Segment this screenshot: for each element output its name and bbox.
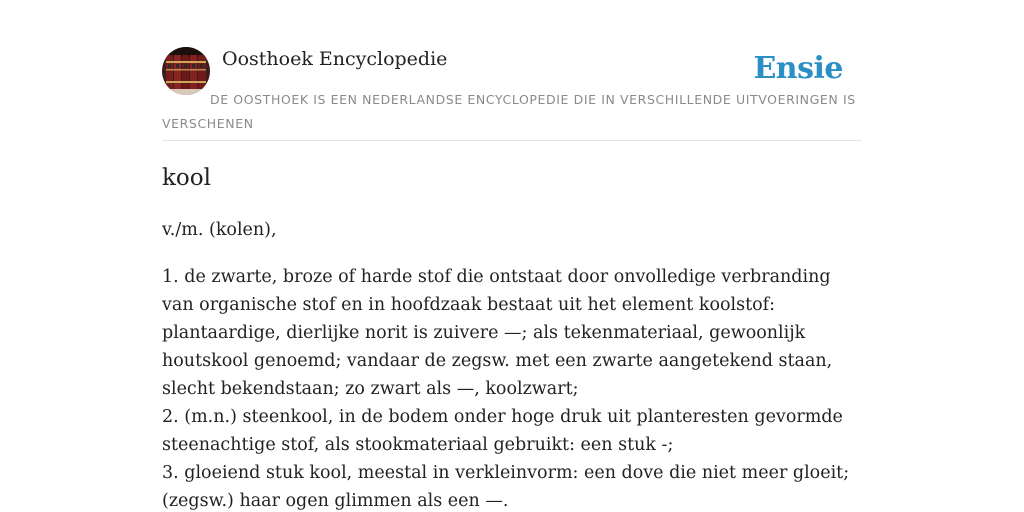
ensie-logo-link[interactable]: Ensie [753, 51, 843, 86]
source-tagline: DE OOSTHOEK IS EEN NEDERLANDSE ENCYCLOPEDIE DIE IN VERSCHILLENDE UITVOERINGEN IS VERSCHENEN [162, 92, 856, 131]
source-header [162, 46, 862, 141]
entry-term: kool [162, 165, 211, 191]
definition-2: 2. (m.n.) steenkool, in de bodem onder hoge druk uit planteresten gevormde steenachtige stof, als stookmateriaal gebruikt: een stuk -; [162, 407, 843, 455]
content-container [162, 46, 862, 511]
entry-grammar: v./m. (kolen), [162, 220, 277, 240]
entry-definitions [162, 263, 862, 512]
definition-1: 1. de zwarte, broze of harde stof die ontstaat door onvolledige verbranding van organische stof en in hoofdzaak bestaat uit het element koolstof: plantaardige, dierlijke norit is zuivere —; als tekenmateriaal, gewoonlijk houtskool genoemd; vandaar de zegsw. met een zwarte aangetekend staan, slecht bekendstaan; zo zwart als —, koolzwart; [162, 267, 833, 399]
definition-3: 3. gloeiend stuk kool, meestal in verkleinvorm: een dove die niet meer gloeit; (zegsw.) haar ogen glimmen als een —. [162, 463, 850, 511]
source-name[interactable]: Oosthoek Encyclopedie [222, 48, 448, 70]
